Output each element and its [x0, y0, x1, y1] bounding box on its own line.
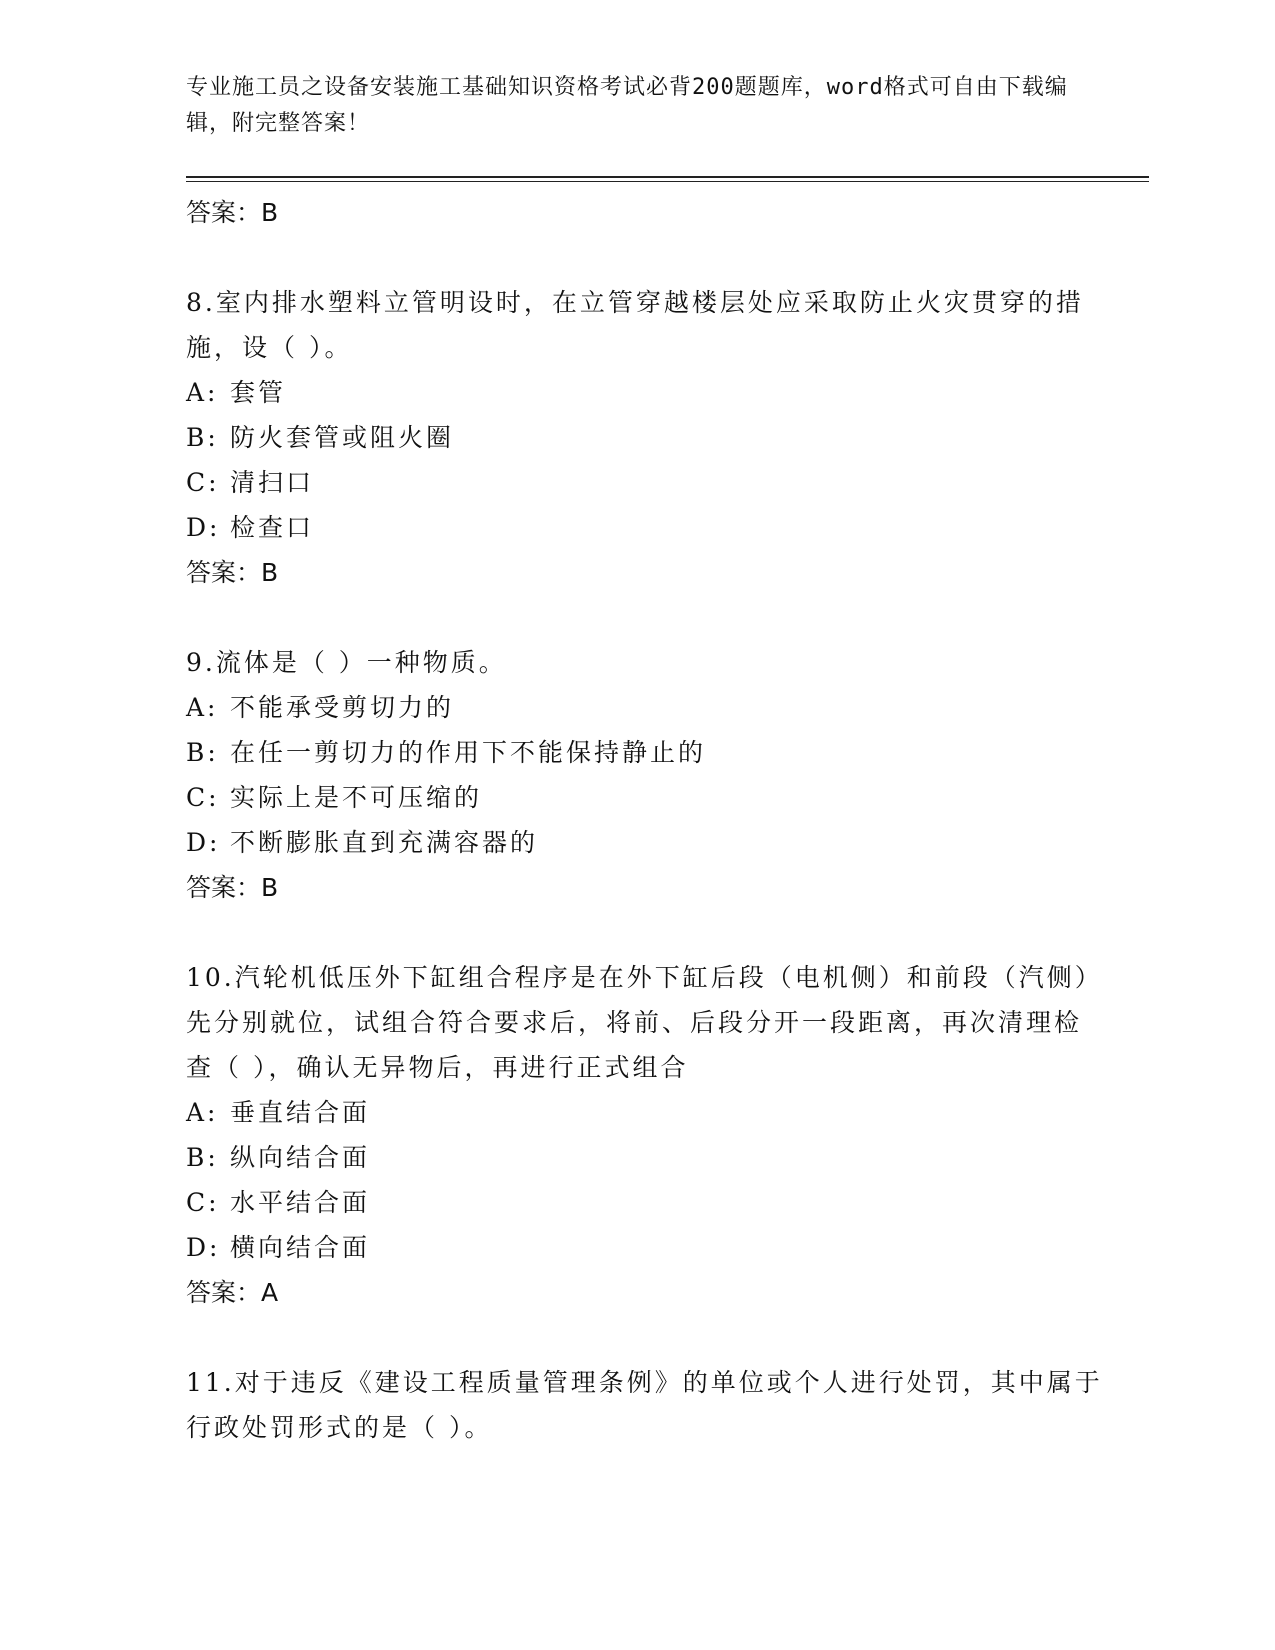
question-text: 11.对于违反《建设工程质量管理条例》的单位或个人进行处罚，其中属于行政处罚形式的是（ ）。: [186, 1368, 1103, 1442]
question-text: 10.汽轮机低压外下缸组合程序是在外下缸后段（电机侧）和前段（汽侧）先分别就位，试组合符合要求后，将前、后段分开一段距离，再次清理检查（ ），确认无异物后，再进行正式组合: [186, 963, 1103, 1082]
question-text: 8.室内排水塑料立管明设时，在立管穿越楼层处应采取防止火灾贯穿的措施，设（ ）。: [186, 288, 1084, 362]
page-header-title: 专业施工员之设备安装施工基础知识资格考试必背200题题库，word格式可自由下载编辑，附完整答案！: [186, 75, 1068, 136]
option-d: D: 不断膨胀直到充满容器的: [186, 828, 539, 857]
spacer: [186, 595, 1106, 640]
option-c: C: 清扫口: [186, 468, 315, 497]
option-a: A: 不能承受剪切力的: [186, 693, 455, 722]
answer-line: 答案：A: [186, 1278, 279, 1307]
option-c: C: 水平结合面: [186, 1188, 371, 1217]
header-divider-thin: [186, 181, 1149, 182]
question-item: [186, 955, 1106, 1315]
option-c: C: 实际上是不可压缩的: [186, 783, 483, 812]
question-item: [186, 280, 1106, 595]
option-b: B: 在任一剪切力的作用下不能保持静止的: [186, 738, 707, 767]
option-a: A: 垂直结合面: [186, 1098, 371, 1127]
option-d: D: 横向结合面: [186, 1233, 371, 1262]
option-d: D: 检查口: [186, 513, 315, 542]
question-item: [186, 1360, 1106, 1450]
option-b: B: 纵向结合面: [186, 1143, 371, 1172]
answer-line: 答案：B: [186, 873, 279, 902]
option-a: A: 套管: [186, 378, 287, 407]
header-divider: [186, 176, 1149, 178]
spacer: [186, 910, 1106, 955]
option-b: B: 防火套管或阻火圈: [186, 423, 455, 452]
question-text: 9.流体是（ ）一种物质。: [186, 648, 507, 677]
question-item: [186, 640, 1106, 910]
answer-line: 答案：B: [186, 558, 279, 587]
question-list: [186, 190, 1106, 1450]
spacer: [186, 1315, 1106, 1360]
answer-line: 答案：B: [186, 198, 279, 227]
spacer: [186, 235, 1106, 280]
